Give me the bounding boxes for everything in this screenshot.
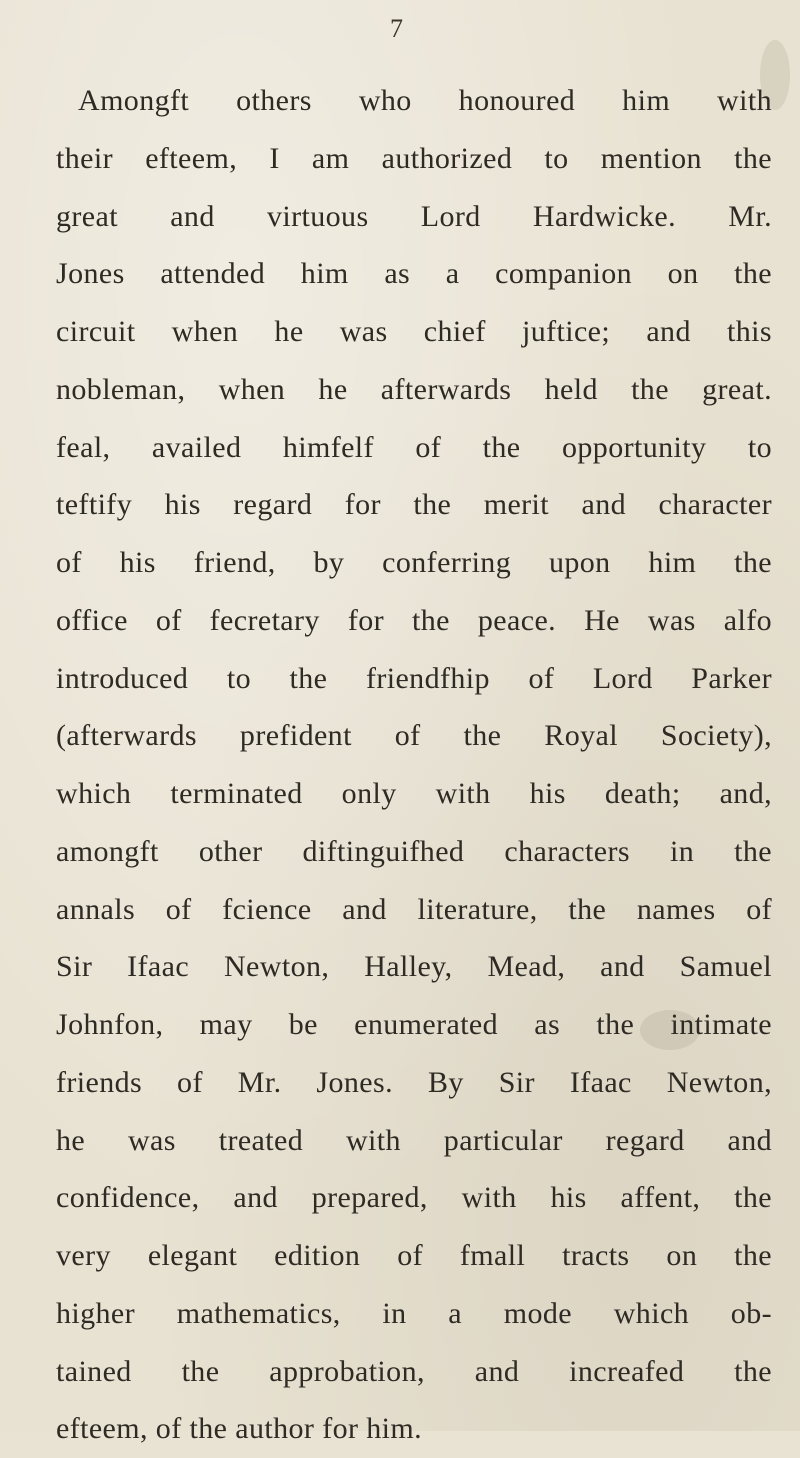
text-line: amongft other diftinguifhed characters in the [56,834,772,868]
body-paragraph [56,72,772,1458]
text-line: circuit when he was chief juftice; and this [56,315,772,348]
page-mark: 7 [390,14,403,43]
text-line: friends of Mr. Jones. By Sir Ifaac Newton, [56,1065,772,1099]
text-line: nobleman, when he afterwards held the great. [56,372,772,406]
text-line: Johnfon, may be enumerated as the intimate [56,1008,772,1041]
text-line: feal, availed himfelf of the opportunity to [56,430,772,464]
text-line: their efteem, I am authorized to mention the [56,141,772,175]
text-line: Jones attended him as a companion on the [56,257,772,291]
text-line: great and virtuous Lord Hardwicke. Mr. [56,199,772,233]
text-line: which terminated only with his death; and, [56,777,772,810]
text-line: of his friend, by conferring upon him the [56,546,772,579]
text-line: he was treated with particular regard and [56,1123,772,1157]
text-line: Amongft others who honoured him with [78,84,772,117]
text-line: (afterwards prefident of the Royal Society), [56,719,772,753]
text-line: teftify his regard for the merit and character [56,488,772,522]
text-line: office of fecretary for the peace. He was alfo [56,603,772,637]
text-line: tained the approbation, and increafed the [56,1354,772,1388]
text-line: annals of fcience and literature, the names of [56,892,772,926]
text-line: introduced to the friendfhip of Lord Parker [56,661,772,695]
text-line: efteem, of the author for him. [56,1412,423,1446]
text-line: higher mathematics, in a mode which ob- [56,1296,772,1330]
text-line: Sir Ifaac Newton, Halley, Mead, and Samuel [56,950,772,984]
text-line: very elegant edition of fmall tracts on the [56,1239,772,1272]
text-line: confidence, and prepared, with his affent, the [56,1181,772,1215]
